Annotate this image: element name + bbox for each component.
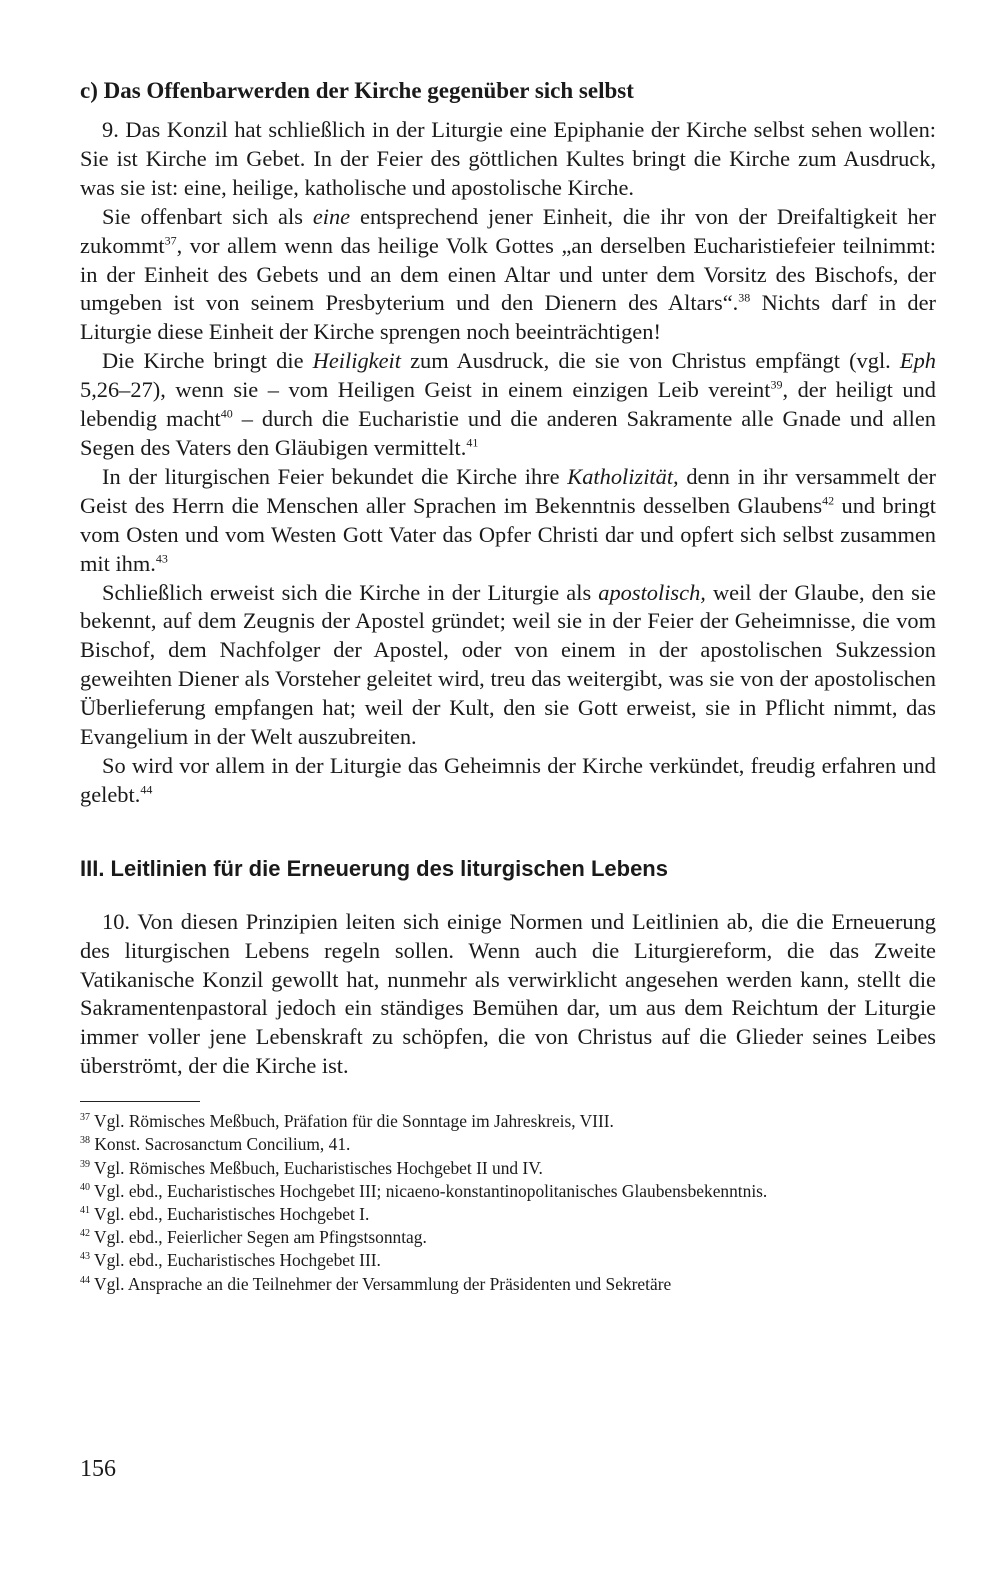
- footnote-41: $^{41}$ Vgl. ebd., Eucharistisches Hochgebet I.: [80, 1204, 370, 1224]
- footnote-ref-42: 42: [822, 493, 835, 508]
- footnote-ref-44: 44: [140, 782, 153, 797]
- footnote-42: $^{42}$ Vgl. ebd., Feierlicher Segen am Pfingstsonntag.: [80, 1227, 427, 1248]
- paragraph-apostolicity: Schließlich erweist sich die Kirche in der Liturgie als apostolisch, weil der Glaube, den sie bekennt, auf dem Zeugnis der Apostel gründet; weil sie in der Feier der Geheimnisse, die vom Bischof, dem Nachfolger der Apostel, oder von einem in der apostolischen Sukzession geweihten Diener als Vorsteher geleitet wird, treu das weitergibt, was sie von der apostolischen Überlieferung empfangen hat; weil der Kult, den sie Gott erweist, sie in Pflicht nimmt, das Evangelium in der Welt auszubreiten.: [80, 579, 936, 750]
- footnote-ref-40: 40: [220, 406, 233, 421]
- footnotes: [80, 1110, 936, 1296]
- paragraph-unity: Sie offenbart sich als eine entsprechend jener Einheit, die ihr von der Dreifaltigkeit her zukommt$^{37}$, vor allem wenn das heilige Volk Gottes „an derselben Eucharistiefeier teilnimmt: in der Einheit des Gebets und an dem einen Altar und unter dem Vorsitz des Bischofs, der umgeben ist von seinem Presbyterium und den Dienern des Altars“.$^{38}$ Nichts darf in der Liturgie diese Einheit der Kirche sprengen noch beeinträchtigen!: [80, 203, 936, 345]
- paragraph-catholicity: In der liturgischen Feier bekundet die Kirche ihre Katholizität, denn in ihr versammelt der Geist des Herrn die Menschen aller Sprachen im Bekenntnis desselben Glaubens$^{42}$ und bringt vom Osten und vom Westen Gott Vater das Opfer Christi dar und opfert sich selbst zusammen mit ihm.$^{43}$: [80, 463, 937, 576]
- footnote-39: $^{39}$ Vgl. Römisches Meßbuch, Eucharistisches Hochgebet II und IV.: [80, 1157, 543, 1178]
- footnote-38: $^{38}$ Konst. Sacrosanctum Concilium, 41.: [80, 1134, 351, 1155]
- section-c-heading: c) Das Offenbarwerden der Kirche gegenüber sich selbst: [80, 78, 634, 103]
- footnote-divider: [80, 1101, 200, 1102]
- footnote-ref-38: 38: [738, 290, 751, 305]
- paragraph-holiness: Die Kirche bringt die Heiligkeit zum Ausdruck, die sie von Christus empfängt (vgl. Eph 5,26–27), wenn sie – vom Heiligen Geist in einem einzigen Leib vereint$^{39}$, der heiligt und lebendig macht$^{40}$ – durch die Eucharistie und die anderen Sakramente alle Gnade und allen Segen des Vaters den Gläubigen vermittelt.$^{41}$: [80, 348, 937, 460]
- paragraph-9: 9. Das Konzil hat schließlich in der Liturgie eine Epiphanie der Kirche selbst sehen wollen: Sie ist Kirche im Gebet. In der Feier des göttlichen Kultes bringt die Kirche zum Ausdruck, was sie ist: eine, heilige, katholische und apostolische Kirche.: [80, 117, 936, 200]
- footnote-ref-39: 39: [770, 377, 783, 392]
- footnote-44: $^{44}$ Vgl. Ansprache an die Teilnehmer der Versammlung der Präsidenten und Sekretäre: [80, 1273, 672, 1294]
- emphasis-katholizitaet: Katholizität,: [567, 463, 679, 489]
- footnote-ref-43: 43: [155, 551, 168, 566]
- footnote-ref-37: 37: [164, 233, 177, 248]
- emphasis-eine: eine: [312, 203, 351, 229]
- emphasis-apostolisch: apostolisch,: [598, 579, 706, 605]
- page-number: 156: [80, 1456, 116, 1482]
- footnote-43: $^{43}$ Vgl. ebd., Eucharistisches Hochgebet III.: [80, 1250, 381, 1271]
- footnote-37: $^{37}$ Vgl. Römisches Meßbuch, Präfation für die Sonntage im Jahreskreis, VIII.: [80, 1111, 614, 1132]
- section-iii-heading: III. Leitlinien für die Erneuerung des liturgischen Lebens: [80, 855, 668, 881]
- footnote-40: $^{40}$ Vgl. ebd., Eucharistisches Hochgebet III; nicaeno-konstantinopolitanisches Glaubensbekenntnis.: [80, 1180, 768, 1201]
- paragraph-10: 10. Von diesen Prinzipien leiten sich einige Normen und Leitlinien ab, die die Erneuerung des liturgischen Lebens regeln sollen. Wenn auch die Liturgiereform, die das Zweite Vatikanische Konzil gewollt hat, nunmehr als verwirklicht angesehen werden kann, stellt die Sakramentenpastoral jedoch ein ständiges Bemühen dar, um aus dem Reichtum der Liturgie immer voller jene Lebenskraft zu schöpfen, die von Christus auf die Glieder seines Leibes überströmt, der die Kirche ist.: [80, 908, 936, 1079]
- page-content: [80, 76, 936, 1296]
- paragraph-conclusion: So wird vor allem in der Liturgie das Geheimnis der Kirche verkündet, freudig erfahren und gelebt.$^{44}$: [80, 752, 936, 807]
- emphasis-heiligkeit: Heiligkeit: [312, 348, 401, 374]
- footnote-ref-41: 41: [466, 435, 479, 450]
- emphasis-eph: Eph: [899, 348, 936, 374]
